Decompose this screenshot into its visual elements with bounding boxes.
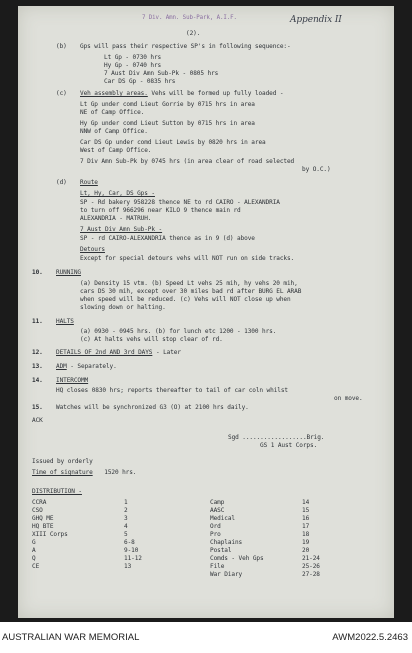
para-10-line: when speed will be reduced. (c) Vehs will NOT close up when	[80, 296, 291, 303]
para-c-heading: Veh assembly areas.	[80, 90, 148, 97]
document-page	[18, 6, 394, 618]
para-11-line: (a) 0930 - 0945 hrs. (b) for lunch etc 1200 - 1300 hrs.	[80, 328, 277, 335]
para-10-heading: RUNNING	[56, 269, 81, 276]
distribution-recipient: Comds - Veh Gps	[210, 555, 264, 562]
distribution-copy-number: 11-12	[124, 555, 142, 562]
distribution-recipient: Medical	[210, 515, 235, 522]
para-15-number: 15.	[32, 404, 43, 411]
distribution-recipient: Ord	[210, 523, 221, 530]
time-of-signature	[32, 469, 136, 477]
para-d-sub3-line: Except for special detours vehs will NOT run on side tracks.	[80, 255, 295, 262]
time-label: Time of signature	[32, 469, 93, 476]
unit-stamp: 7 Div. Amn. Sub-Park, A.I.F.	[142, 15, 237, 21]
distribution-row	[210, 555, 320, 563]
para-11-number: 11.	[32, 318, 43, 325]
para-b-label: (b)	[56, 43, 67, 50]
distribution-row	[32, 499, 128, 507]
distribution-copy-number: 4	[124, 523, 128, 530]
para-b-item: 7 Aust Div Amn Sub-Pk - 0805 hrs	[104, 70, 219, 77]
para-d-sub1: Lt, Hy, Car, DS Gps -	[80, 190, 155, 197]
distribution-row	[32, 555, 142, 563]
distribution-row	[32, 539, 135, 547]
para-c-heading-rest: Vehs will be formed up fully loaded -	[151, 90, 284, 97]
para-c-line: NNW of Camp Office.	[80, 128, 148, 135]
distribution-copy-number: 6-8	[124, 539, 135, 546]
distribution-recipient: AASC	[210, 507, 225, 514]
para-10-line: cars DS 30 mih, except over 30 miles bad rd after BURG EL ARAB	[80, 288, 302, 295]
para-c-line: NE of Camp Office.	[80, 109, 145, 116]
distribution-row	[210, 539, 309, 547]
para-d-sub2: 7 Aust Div Amn Sub-Pk -	[80, 226, 163, 233]
distribution-copy-number: 20	[302, 547, 310, 554]
time-value: 1520 hrs.	[104, 469, 137, 476]
distribution-row	[210, 531, 309, 539]
distribution-copy-number: 25-26	[302, 563, 320, 570]
para-12-heading: DETAILS OF 2nd AND 3rd DAYS	[56, 349, 153, 356]
distribution-recipient: Postal	[210, 547, 232, 554]
para-d-route-line: to turn off 966296 near KILO 9 thence main rd	[80, 207, 241, 214]
appendix-annotation: Appendix II	[290, 15, 342, 25]
distribution-recipient: CSO	[32, 507, 43, 514]
distribution-copy-number: 21-24	[302, 555, 320, 562]
distribution-copy-number: 5	[124, 531, 128, 538]
para-14-heading: INTERCOMM	[56, 377, 89, 384]
para-d-label: (d)	[56, 179, 67, 186]
para-10-number: 10.	[32, 269, 43, 276]
distribution-recipient: File	[210, 563, 225, 570]
distribution-row	[32, 507, 128, 515]
distribution-recipient: Chaplains	[210, 539, 243, 546]
distribution-copy-number: 19	[302, 539, 310, 546]
distribution-row	[32, 547, 138, 555]
para-11-heading: HALTS	[56, 318, 74, 325]
distribution-row	[32, 563, 131, 571]
distribution-copy-number: 16	[302, 515, 310, 522]
distribution-row	[210, 523, 309, 531]
distribution-row	[32, 515, 128, 523]
para-14-line: HQ closes 0830 hrs; reports thereafter to tail of car coln whilst	[56, 387, 288, 394]
distribution-copy-number: 9-10	[124, 547, 139, 554]
para-10-line: (a) Density 15 vtm. (b) Speed Lt vehs 25 mih, hy vehs 20 mih,	[80, 280, 298, 287]
para-13-line	[56, 363, 117, 371]
para-13-number: 13.	[32, 363, 43, 370]
distribution-recipient: A	[32, 547, 36, 554]
distribution-recipient: War Diary	[210, 571, 243, 578]
distribution-row	[210, 507, 309, 515]
distribution-recipient: Pro	[210, 531, 221, 538]
para-c-line: by O.C.)	[302, 166, 331, 173]
para-11-line: (c) At halts vehs will stop clear of rd.	[80, 336, 223, 343]
distribution-copy-number: 14	[302, 499, 310, 506]
distribution-copy-number: 1	[124, 499, 128, 506]
distribution-row	[210, 499, 309, 507]
distribution-recipient: HQ BTE	[32, 523, 54, 530]
para-b-text: Gps will pass their respective SP's in following sequence:-	[80, 43, 291, 50]
distribution-copy-number: 3	[124, 515, 128, 522]
para-13-heading: ADM	[56, 363, 67, 370]
distribution-recipient: CE	[32, 563, 40, 570]
para-15-text: Watches will be synchronized G3 (O) at 2100 hrs daily.	[56, 404, 249, 411]
para-c-label: (c)	[56, 90, 67, 97]
para-14-line: on move.	[334, 395, 363, 402]
distribution-row	[210, 563, 320, 571]
distribution-recipient: GHQ ME	[32, 515, 54, 522]
para-c-line: 7 Div Amn Sub-Pk by 0745 hrs (in area clear of road selected	[80, 158, 295, 165]
issued-by: Issued by orderly	[32, 458, 93, 465]
para-d-heading: Route	[80, 179, 98, 186]
distribution-row	[32, 523, 128, 531]
para-c-line: Lt Gp under comd Lieut Gorrie by 0715 hrs in area	[80, 101, 255, 108]
distribution-copy-number: 2	[124, 507, 128, 514]
distribution-recipient: CCRA	[32, 499, 47, 506]
para-d-route-line: SP - Rd bakery 958228 thence NE to rd CAIRO - ALEXANDRIA	[80, 199, 280, 206]
para-d-sub2-line: SP - rd CAIRO-ALEXANDRIA thence as in 9 (d) above	[80, 235, 255, 242]
signature-line: Sgd ..................Brig.	[228, 434, 325, 441]
footer-accession: AWM2022.5.2463	[332, 632, 408, 643]
distribution-row	[32, 531, 128, 539]
para-c-heading-line	[80, 90, 283, 98]
para-c-line: Hy Gp under comd Lieut Sutton by 0715 hrs in area	[80, 120, 255, 127]
distribution-heading: DISTRIBUTION -	[32, 488, 82, 495]
distribution-recipient: Q	[32, 555, 36, 562]
distribution-copy-number: 17	[302, 523, 310, 530]
page-number: (2).	[186, 30, 201, 37]
distribution-copy-number: 27-28	[302, 571, 320, 578]
para-b-item: Lt Gp - 0730 hrs	[104, 54, 162, 61]
para-b-item: Hy Gp - 0740 hrs	[104, 62, 162, 69]
para-12-rest: - Later	[155, 349, 181, 356]
distribution-recipient: G	[32, 539, 36, 546]
para-14-number: 14.	[32, 377, 43, 384]
distribution-recipient: Camp	[210, 499, 225, 506]
para-12-line	[56, 349, 181, 357]
distribution-recipient: XIII Corps	[32, 531, 68, 538]
distribution-row	[210, 571, 320, 579]
para-12-number: 12.	[32, 349, 43, 356]
distribution-copy-number: 15	[302, 507, 310, 514]
distribution-row	[210, 515, 309, 523]
para-b-item: Car DS Gp - 0835 hrs	[104, 78, 176, 85]
distribution-copy-number: 13	[124, 563, 132, 570]
para-d-sub3: Detours	[80, 246, 105, 253]
signature-title: GS 1 Aust Corps.	[260, 442, 318, 449]
distribution-row	[210, 547, 309, 555]
para-10-line: slowing down or halting.	[80, 304, 166, 311]
para-c-line: Car DS Gp under comd Lieut Lewis by 0820 hrs in area	[80, 139, 266, 146]
footer-institution: AUSTRALIAN WAR MEMORIAL	[2, 632, 140, 643]
ack: ACK	[32, 417, 43, 424]
distribution-copy-number: 18	[302, 531, 310, 538]
para-d-route-line: ALEXANDRIA - MATRUH.	[80, 215, 152, 222]
para-c-line: West of Camp Office.	[80, 147, 152, 154]
para-13-rest: - Separately.	[70, 363, 117, 370]
